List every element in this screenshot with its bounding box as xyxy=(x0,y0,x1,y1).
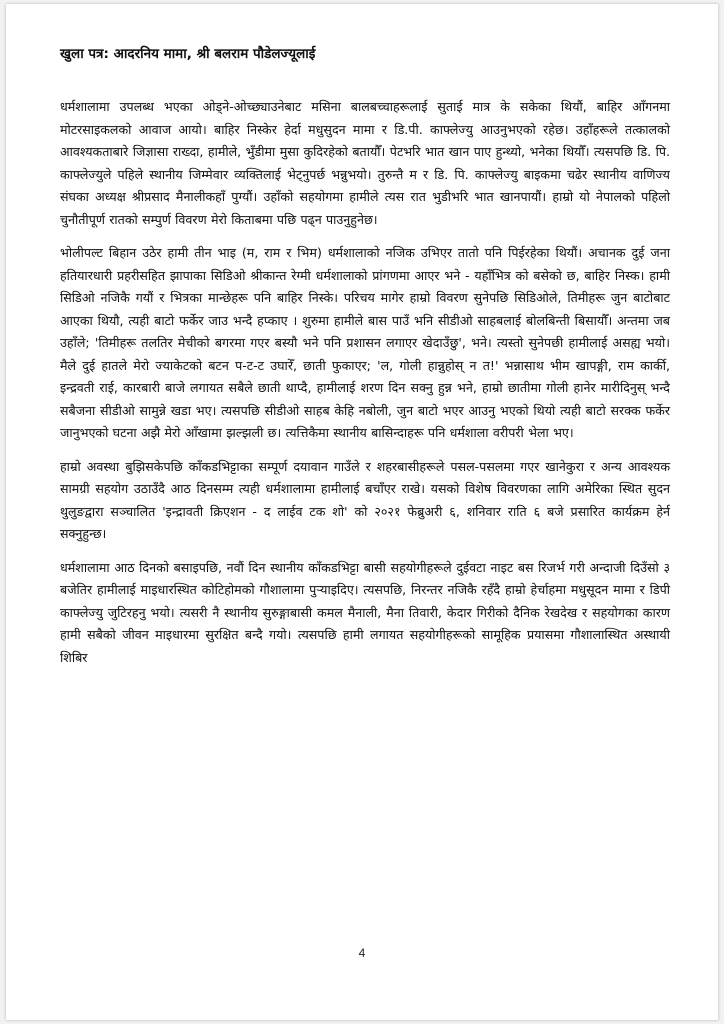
paragraph-2: भोलीपल्ट बिहान उठेर हामी तीन भाइ (म, राम र भिम) धर्मशालाको नजिक उभिएर तातो पनि पिईरहेका थियौं। अचानक दुई जना हतियारधारी प्रहरीसहित झापाका सिडिओ श्रीकान्त रेग्मी धर्मशालाको प्रांगणमा आएर भने - यहाँभित्र को बसेको छ, बाहिर निस्क। हामी सिडिओ नजिकै गयौं र भित्रका मान्छेहरू पनि बाहिर निस्के। परिचय मागेर हाम्रो विवरण सुनेपछि सिडिओले, तिमीहरू जुन बाटोबाट आएका थियौ, त्यही बाटो फर्केर जाउ भन्दै हप्काए । शुरुमा हामीले बास पाउँ भनि सीडीओ साहबलाई बोलबिन्ती बिसायौँ। अन्तमा जब उहाँले; 'तिमीहरू तलतिर मेचीको बगरमा गएर बस्यौ भने पनि प्रशासन लगाएर खेदाउँछु', भने। त्यस्तो सुनेपछी हामीलाई असह्य भयो। मैले दुई हातले मेरो ज्याकेटको बटन प-ट-ट उघारेँ, छाती फुकाएर; 'ल, गोली हान्नुहोस् न त!' भन्नासाथ भीम खापङ्गी, राम कार्की, इन्द्रवती राई, कारबारी बाजे लगायत सबैले छाती थाप्दै, हामीलाई शरण दिन सक्नु हुन्न भने, हाम्रो छातीमा गोली हानेर मारीदिनुस् भन्दै सबैजना सीडीओ सामुन्ने खडा भए। त्यसपछि सीडीओ साहब केहि नबोली, जुन बाटो भएर आउनु भएको थियो त्यही बाटो सरक्क फर्केर जानुभएको घटना अझै मेरो आँखामा झल्झली छ। त्यत्तिकैमा स्थानीय बासिन्दाहरू पनि धर्मशाला वरीपरी भेला भए। xyxy=(60,245,670,440)
paragraph-3: हाम्रो अवस्था बुझिसकेपछि काँकडभिट्टाका सम्पूर्ण दयावान गाउँले र शहरबासीहरूले पसल-पसलमा गएर खानेकुरा र अन्य आवश्यक सामग्री सहयोग उठाउँदै आठ दिनसम्म त्यही धर्मशालामा हामीलाई बचाँएर राखे। यसको विशेष विवरणका लागि अमेरिका स्थित सुदन थुलुङद्वारा सञ्चालित 'इन्द्रावती क्रिएशन - द लाईव टक शो' को २०२१ फेब्रुअरी ६, शनिवार राति ६ बजे प्रसारित कार्यक्रम हेर्न सक्नुहुन्छ। xyxy=(60,458,670,541)
page-content xyxy=(60,44,670,680)
paragraph-1: धर्मशालामा उपलब्ध भएका ओड्ने-ओच्छ्याउनेबाट मसिना बालबच्चाहरूलाई सुताई मात्र के सकेका थियौं, बाहिर आँगनमा मोटरसाइकलको आवाज आयो। बाहिर निस्केर हेर्दा मधुसुदन मामा र डि.पी. काफ्लेज्यु आउनुभएको रहेछ। उहाँहरूले तत्कालको आवश्यकताबारे जिज्ञासा राख्दा, हामीले, भुँडीमा मुसा कुदिरहेको बतायौँ। पेटभरि भात खान पाए हुन्थ्यो, भनेका थियौँ। त्यसपछि डि. पि. काफ्लेज्युले पहिले स्थानीय जिम्मेवार व्यक्तिलाई भेट्नुपर्छ भन्नुभयो। तुरुन्तै म र डि. पि. काफ्लेज्यु बाइकमा चढेर स्थानीय वाणिज्य संघका अध्यक्ष श्रीप्रसाद मैनालीकहाँ पुग्यौं। उहाँको सहयोगमा हामीले त्यस रात भुडीभरि भात खानपायौं। हाम्रो यो नेपालको पहिलो चुनौतीपूर्ण रातको सम्पुर्ण विवरण मेरो किताबमा पछि पढ्न पाउनुहुनेछ। xyxy=(60,99,670,227)
page-number: 4 xyxy=(358,946,366,960)
document-page xyxy=(6,4,718,1020)
paragraph-4: धर्मशालामा आठ दिनको बसाइपछि, नवौं दिन स्थानीय काँकडभिट्टा बासी सहयोगीहरूले दुईवटा नाइट बस रिजर्भ गरी अन्दाजी दिउँसो ३ बजेतिर हामीलाई माइधारस्थित कोटिहोमको गौशालामा पुऱ्याइदिए। त्यसपछि, निरन्तर नजिकै रहँदै हाम्रो हेर्चाहमा मधुसूदन मामा र डिपी काफ्लेज्यु जुटिरहनु भयो। त्यसरी नै स्थानीय सुरुङ्गाबासी कमल मैनाली, मैना तिवारी, केदार गिरीको दैनिक रेखदेख र सहयोगका कारण हामी सबैको जीवन माइधारमा सुरक्षित बन्दै गयो। त्यसपछि हामी लगायत सहयोगीहरूको सामूहिक प्रयासमा गौशालास्थित अस्थायी शिबिर xyxy=(60,559,670,665)
letter-title: खुला पत्र: आदरनिय मामा, श्री बलराम पौडेलज्यूलाई xyxy=(60,46,316,62)
